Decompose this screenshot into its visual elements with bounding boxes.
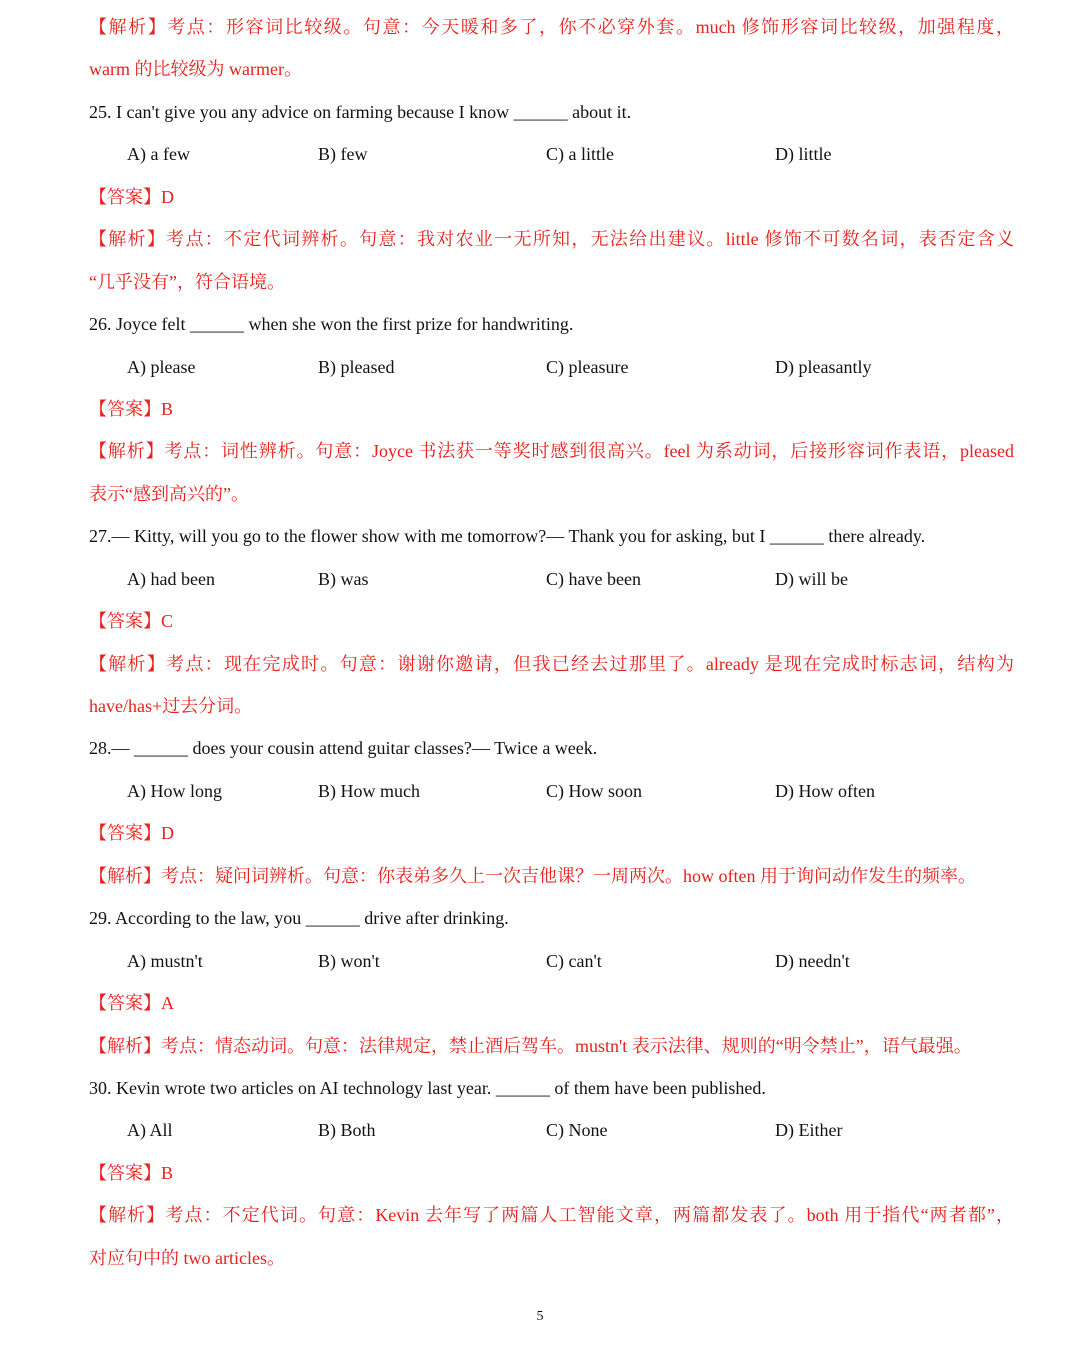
analysis-line: 对应句中的 two articles。: [89, 1247, 285, 1268]
option-a: A) How long: [127, 780, 222, 801]
option-b: B) Both: [318, 1120, 376, 1141]
option-c: C) How soon: [546, 780, 643, 801]
option-d: D) will be: [775, 568, 848, 589]
option-c: C) can't: [546, 950, 602, 971]
question-stem: 25. I can't give you any advice on farming because I know ______ about it.: [89, 101, 632, 122]
answer-line: 【答案】B: [89, 1162, 174, 1183]
analysis-line: have/has+过去分词。: [89, 696, 253, 716]
option-c: C) have been: [546, 568, 641, 589]
option-d: D) pleasantly: [775, 356, 872, 377]
answer-line: 【答案】A: [89, 993, 174, 1014]
option-a: A) All: [127, 1120, 173, 1141]
analysis-line: 表示“感到高兴的”。: [89, 483, 249, 504]
option-d: D) Either: [775, 1120, 843, 1141]
analysis-line: 【解析】考点：现在完成时。句意：谢谢你邀请，但我已经去过那里了。already 是现在完成时标志词，结构为: [89, 653, 1014, 674]
option-row: [89, 770, 1014, 812]
answer-line: 【答案】B: [89, 398, 174, 419]
option-c: C) a little: [546, 144, 614, 165]
question-stem: 29. According to the law, you ______ drive after drinking.: [89, 908, 509, 929]
answer-line: 【答案】D: [89, 823, 174, 844]
question-stem: 26. Joyce felt ______ when she won the first prize for handwriting.: [89, 314, 574, 335]
question-stem: 27.— Kitty, will you go to the flower show with me tomorrow?— Thank you for asking, but I ______ there already.: [89, 526, 926, 547]
option-b: B) few: [318, 144, 368, 165]
option-b: B) was: [318, 568, 369, 589]
option-row: [89, 133, 1014, 175]
analysis-line: 【解析】考点：情态动词。句意：法律规定，禁止酒后驾车。mustn't 表示法律、规则的“明令禁止”，语气最强。: [89, 1035, 972, 1056]
option-c: C) None: [546, 1120, 608, 1141]
analysis-line: 【解析】考点：不定代词。句意：Kevin 去年写了两篇人工智能文章，两篇都发表了。both 用于指代“两者都”，: [89, 1205, 1014, 1226]
analysis-line: 【解析】考点：不定代词辨析。句意：我对农业一无所知，无法给出建议。little 修饰不可数名词，表否定含义: [89, 229, 1014, 250]
option-row: [89, 558, 1014, 600]
option-d: D) How often: [775, 780, 875, 801]
page-number: 5: [536, 1309, 544, 1324]
document-page: [89, 6, 1014, 1279]
option-a: A) please: [127, 356, 196, 377]
question-stem: 30. Kevin wrote two articles on AI technology last year. ______ of them have been published.: [89, 1077, 766, 1098]
analysis-line: “几乎没有”，符合语境。: [89, 271, 285, 292]
option-b: B) won't: [318, 950, 380, 971]
option-a: A) had been: [127, 568, 215, 589]
option-a: A) mustn't: [127, 950, 203, 971]
analysis-line: 【解析】考点：形容词比较级。句意：今天暖和多了，你不必穿外套。much 修饰形容词比较级，加强程度，: [89, 17, 1014, 37]
answer-line: 【答案】C: [89, 611, 174, 632]
option-row: [89, 346, 1014, 388]
option-row: [89, 1109, 1014, 1151]
option-row: [89, 940, 1014, 982]
analysis-line: 【解析】考点：疑问词辨析。句意：你表弟多久上一次吉他课？一周两次。how often 用于询问动作发生的频率。: [89, 865, 976, 886]
question-stem: 28.— ______ does your cousin attend guitar classes?— Twice a week.: [89, 738, 598, 759]
analysis-line: warm 的比较级为 warmer。: [89, 59, 302, 80]
option-d: D) needn't: [775, 950, 850, 971]
option-b: B) How much: [318, 780, 420, 801]
option-c: C) pleasure: [546, 356, 629, 377]
analysis-line: 【解析】考点：词性辨析。句意：Joyce 书法获一等奖时感到很高兴。feel 为系动词，后接形容词作表语，pleased: [89, 441, 1014, 462]
option-b: B) pleased: [318, 356, 395, 377]
answer-line: 【答案】D: [89, 186, 174, 207]
option-a: A) a few: [127, 144, 190, 165]
option-d: D) little: [775, 144, 832, 165]
